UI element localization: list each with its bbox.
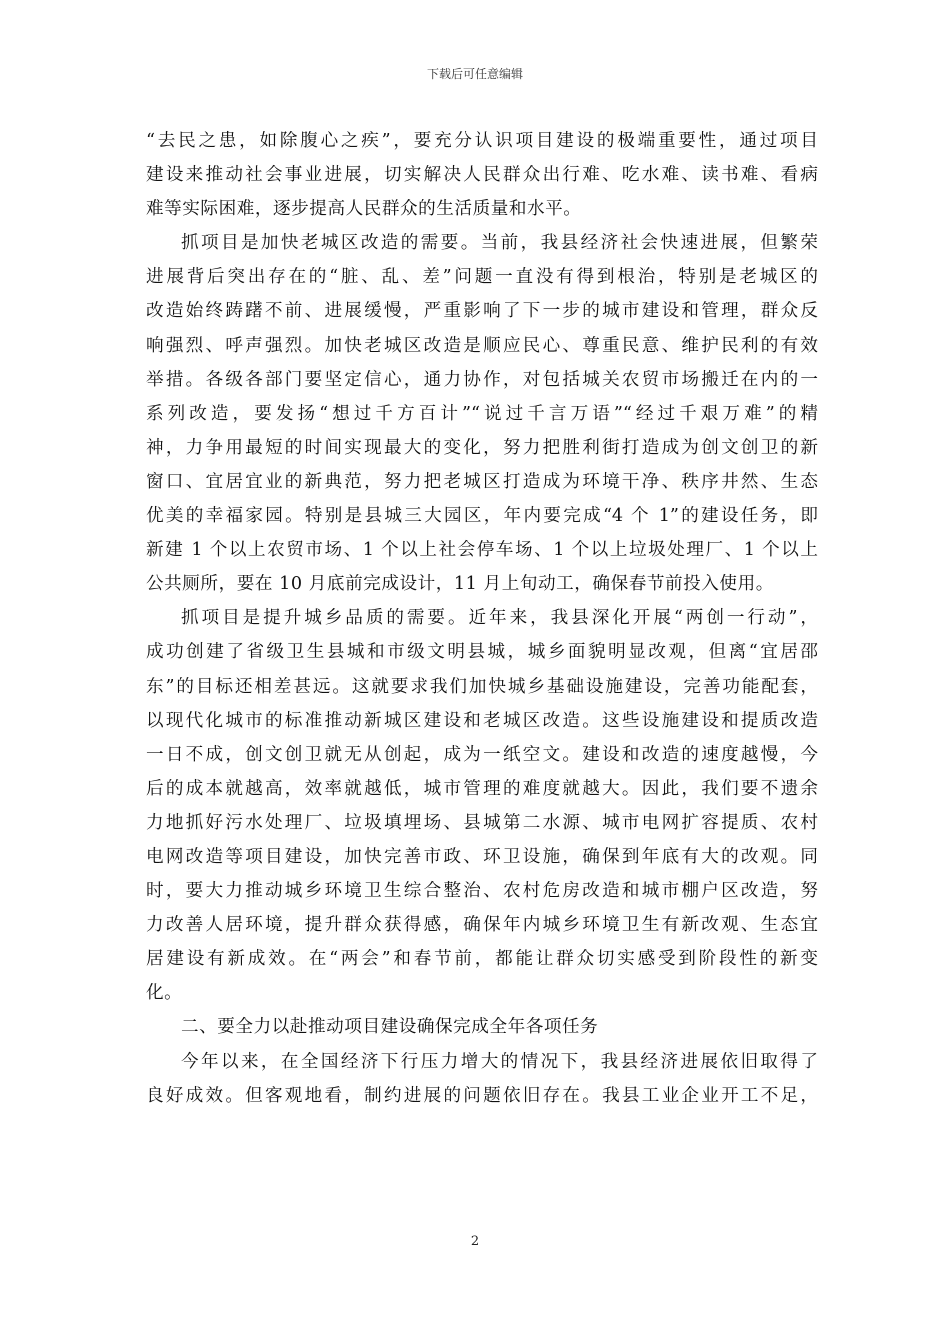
text-line: 以现代化城市的标准推动新城区建设和老城区改造。这些设施建设和提质改造 (146, 710, 818, 731)
page-number: 2 (470, 1234, 480, 1249)
text-line: 电网改造等项目建设，加快完善市政、环卫设施，确保到年底有大的改观。同 (146, 846, 818, 867)
section-heading: 二、要全力以赴推动项目建设确保完成全年各项任务 (181, 1017, 599, 1038)
text-line: 成功创建了省级卫生县城和市级文明县城，城乡面貌明显改观，但离“宜居邵 (146, 642, 818, 663)
text-line: 响强烈、呼声强烈。加快老城区改造是顺应民心、尊重民意、维护民利的有效 (146, 335, 818, 356)
text-line: 良好成效。但客观地看，制约进展的问题依旧存在。我县工业企业开工不足， (146, 1085, 818, 1106)
text-line: 力地抓好污水处理厂、垃圾填埋场、县城第二水源、城市电网扩容提质、农村 (146, 812, 818, 833)
text-line: “去民之患，如除腹心之疾”，要充分认识项目建设的极端重要性，通过项目 (146, 131, 818, 151)
text-line: 后的成本就越高，效率就越低，城市管理的难度就越大。因此，我们要不遗余 (146, 778, 818, 799)
text-line: 时，要大力推动城乡环境卫生综合整治、农村危房改造和城市棚户区改造，努 (146, 881, 818, 902)
page-header: 下载后可任意编辑 (426, 67, 523, 81)
text-line: 改造始终踌躇不前、进展缓慢，严重影响了下一步的城市建设和管理，群众反 (146, 301, 818, 322)
text-line: 新建 1 个以上农贸市场、1 个以上社会停车场、1 个以上垃圾处理厂、1 个以上 (146, 540, 818, 561)
text-line: 今年以来，在全国经济下行压力增大的情况下，我县经济进展依旧取得了 (181, 1051, 818, 1072)
text-line: 窗口、宜居宜业的新典范，努力把老城区打造成为环境干净、秩序井然、生态 (146, 471, 818, 492)
text-line: 难等实际困难，逐步提高人民群众的生活质量和水平。 (146, 199, 582, 220)
text-line: 系列改造，要发扬“想过千方百计”“说过千言万语”“经过千艰万难”的精 (146, 403, 818, 424)
text-line: 公共厕所，要在 10 月底前完成设计，11 月上旬动工，确保春节前投入使用。 (146, 574, 774, 595)
text-line: 抓项目是加快老城区改造的需要。当前，我县经济社会快速进展，但繁荣 (181, 233, 818, 254)
document-body (146, 124, 818, 1113)
text-line: 居建设有新成效。在“两会”和春节前，都能让群众切实感受到阶段性的新变 (146, 949, 818, 970)
text-line: 举措。各级各部门要坚定信心，通力协作，对包括城关农贸市场搬迁在内的一 (146, 369, 818, 390)
text-line: 一日不成，创文创卫就无从创起，成为一纸空文。建设和改造的速度越慢，今 (146, 744, 818, 765)
text-line: 东”的目标还相差甚远。这就要求我们加快城乡基础设施建设，完善功能配套， (146, 676, 818, 697)
text-line: 优美的幸福家园。特别是县城三大园区，年内要完成“4 个 1”的建设任务，即 (146, 506, 818, 527)
text-line: 化。 (146, 983, 183, 1004)
text-line: 抓项目是提升城乡品质的需要。近年来，我县深化开展“两创一行动”， (181, 608, 818, 629)
text-line: 建设来推动社会事业进展，切实解决人民群众出行难、吃水难、读书难、看病 (146, 165, 818, 186)
text-line: 神，力争用最短的时间实现最大的变化，努力把胜利街打造成为创文创卫的新 (146, 437, 818, 458)
text-line: 进展背后突出存在的“脏、乱、差”问题一直没有得到根治，特别是老城区的 (146, 267, 818, 288)
text-line: 力改善人居环境，提升群众获得感，确保年内城乡环境卫生有新改观、生态宜 (146, 915, 818, 936)
